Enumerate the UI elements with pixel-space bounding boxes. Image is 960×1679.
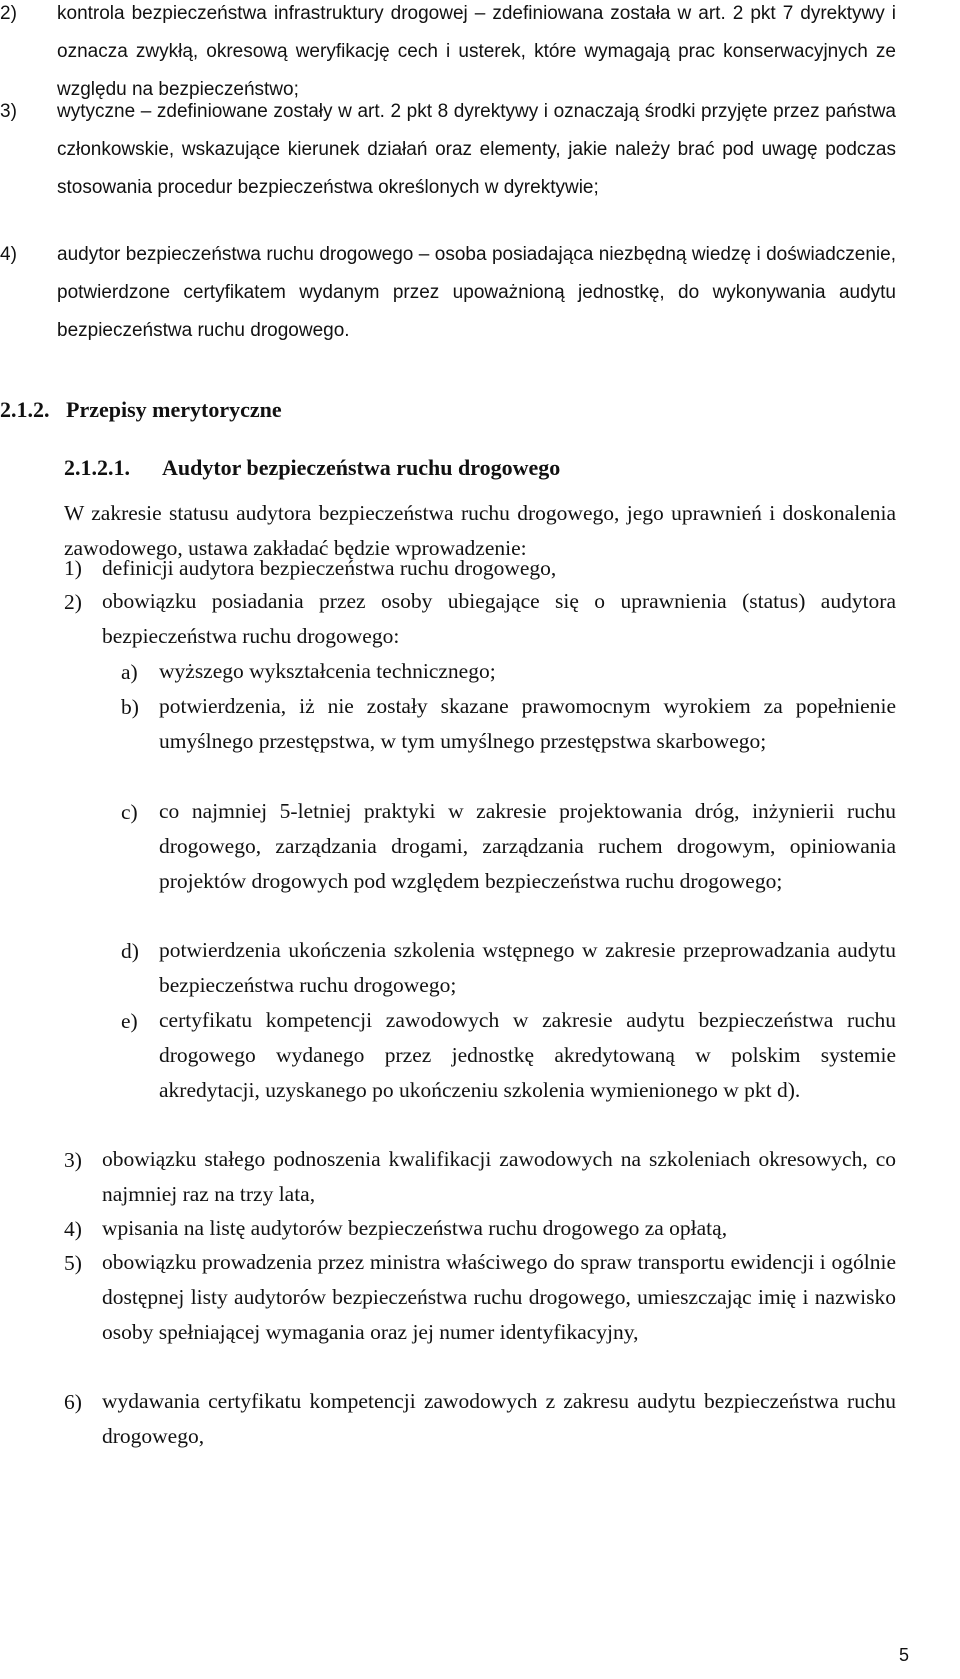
list-item-number: 2) (64, 590, 82, 614)
subsection-title: Audytor bezpieczeństwa ruchu drogowego (162, 455, 561, 480)
list-item-text: obowiązku posiadania przez osoby ubiegające się o uprawnienia (status) audytora bezpieczeństwa ruchu drogowego: (102, 589, 896, 648)
list-item-text: obowiązku stałego podnoszenia kwalifikacji zawodowych na szkoleniach okresowych, co najmniej raz na trzy lata, (102, 1147, 896, 1206)
list-item-text: obowiązku prowadzenia przez ministra właściwego do spraw transportu ewidencji i ogólnie dostępnej listy audytorów bezpieczeństwa ruchu drogowego, umieszczając imię i nazwisko osoby spełniającej wymagania oraz jej numer identyfikacyjny, (102, 1250, 896, 1344)
list-item-number: 4) (64, 1217, 82, 1241)
definition-item (0, 236, 896, 350)
list-item (64, 1245, 896, 1350)
sub-list-item (121, 794, 896, 899)
sub-list-item-letter: a) (121, 660, 138, 684)
list-item (64, 1384, 896, 1454)
subsection-heading (64, 455, 560, 481)
intro-paragraph: W zakresie statusu audytora bezpieczeństwa ruchu drogowego, jego uprawnień i doskonalenia zawodowego, ustawa zakładać będzie wprowadzenie: (64, 501, 896, 560)
list-item-text: definicji audytora bezpieczeństwa ruchu drogowego, (102, 556, 557, 580)
sub-list-item (121, 654, 896, 689)
definition-number: 2) (0, 3, 17, 24)
list-item (64, 584, 896, 654)
definition-text: wytyczne – zdefiniowane zostały w art. 2 pkt 8 dyrektywy i oznaczają środki przyjęte przez państwa członkowskie, wskazujące kierunek działań oraz elementy, jakie należy brać pod uwagę podczas stosowania procedur bezpieczeństwa określonych w dyrektywie; (57, 101, 896, 198)
sub-list-item-text: co najmniej 5-letniej praktyki w zakresie projektowania dróg, inżynierii ruchu drogowego, zarządzania drogami, zarządzania ruchem drogowym, opiniowania projektów drogowych pod względem bezpieczeństwa ruchu drogowego; (159, 799, 896, 893)
list-item-number: 1) (64, 556, 82, 580)
sub-list-item (121, 1003, 896, 1108)
definition-text: kontrola bezpieczeństwa infrastruktury drogowej – zdefiniowana została w art. 2 pkt 7 dyrektywy i oznacza zwykłą, okresową weryfikację cech i usterek, które wymagają prac konserwacyjnych ze względu na bezpieczeństwo; (57, 3, 896, 100)
sub-list-item-text: wyższego wykształcenia technicznego; (159, 659, 496, 683)
list-item-number: 3) (64, 1148, 82, 1172)
list-item (64, 550, 896, 587)
list-item (64, 1142, 896, 1212)
list-item-number: 6) (64, 1390, 82, 1414)
section-number: 2.1.2. (0, 397, 50, 422)
page-number: 5 (898, 1645, 909, 1665)
list-item (64, 1211, 896, 1246)
sub-list-item-text: potwierdzenia ukończenia szkolenia wstępnego w zakresie przeprowadzania audytu bezpieczeństwa ruchu drogowego; (159, 938, 896, 997)
section-title: Przepisy merytoryczne (66, 397, 282, 422)
sub-list-item (121, 933, 896, 1003)
subsection-number: 2.1.2.1. (64, 455, 130, 480)
definition-number: 3) (0, 101, 17, 122)
list-item-number: 5) (64, 1251, 82, 1275)
list-item-text: wpisania na listę audytorów bezpieczeństwa ruchu drogowego za opłatą, (102, 1216, 728, 1240)
sub-list-item-letter: d) (121, 939, 139, 963)
sub-list-item-letter: c) (121, 800, 138, 824)
definition-text: audytor bezpieczeństwa ruchu drogowego – osoba posiadająca niezbędną wiedzę i doświadczenie, potwierdzone certyfikatem wydanym przez upoważnioną jednostkę, do wykonywania audytu bezpieczeństwa ruchu drogowego. (57, 244, 896, 341)
sub-list-item (121, 689, 896, 759)
sub-list-item-letter: e) (121, 1009, 138, 1033)
definition-item (0, 93, 896, 207)
definition-number: 4) (0, 244, 17, 265)
sub-list-item-text: potwierdzenia, iż nie zostały skazane prawomocnym wyrokiem za popełnienie umyślnego przestępstwa, w tym umyślnego przestępstwa skarbowego; (159, 694, 896, 753)
list-item-text: wydawania certyfikatu kompetencji zawodowych z zakresu audytu bezpieczeństwa ruchu drogowego, (102, 1389, 896, 1448)
sub-list-item-text: certyfikatu kompetencji zawodowych w zakresie audytu bezpieczeństwa ruchu drogowego wydanego przez jednostkę akredytowaną w polskim systemie akredytacji, uzyskanego po ukończeniu szkolenia wymienionego w pkt d). (159, 1008, 896, 1102)
section-heading (0, 397, 282, 423)
sub-list-item-letter: b) (121, 695, 139, 719)
